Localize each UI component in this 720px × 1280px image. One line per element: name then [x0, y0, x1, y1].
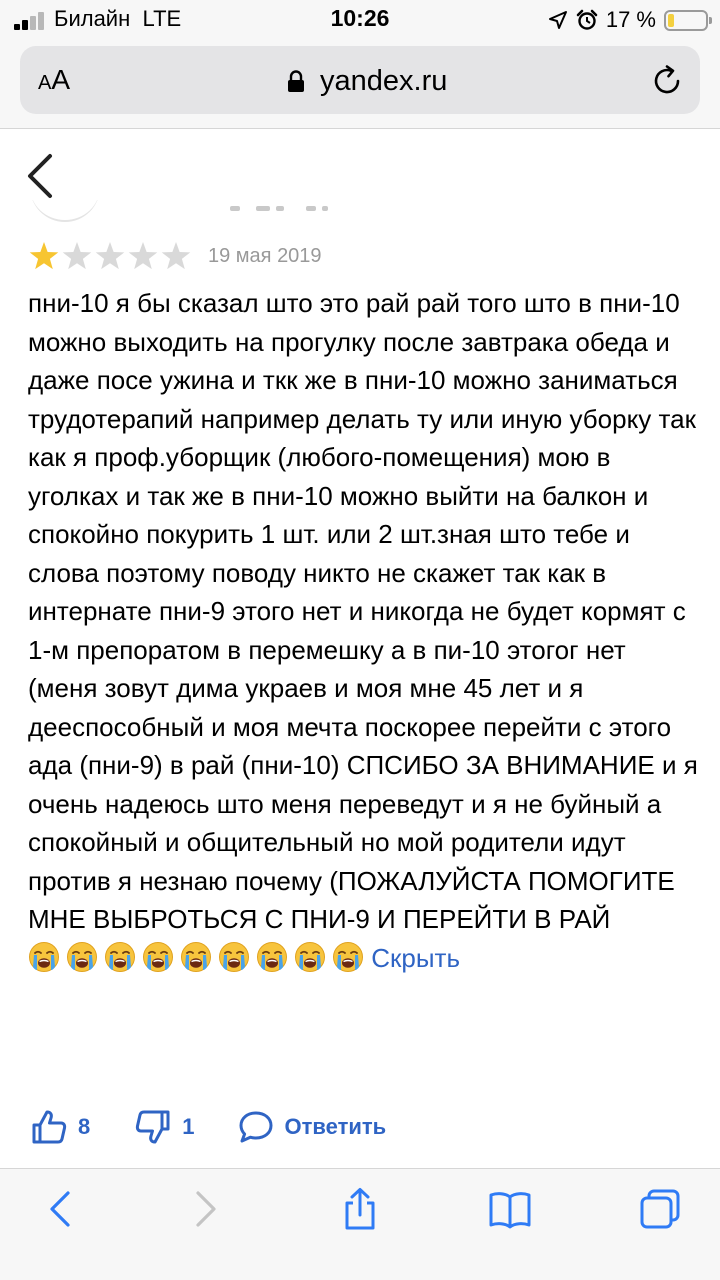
battery-level: [668, 14, 674, 27]
crying-emojis: [28, 941, 364, 973]
network-type: LTE: [142, 6, 182, 31]
text-size-small-letter: A: [38, 72, 52, 94]
address-bar[interactable]: [20, 46, 700, 114]
reply-button[interactable]: [237, 1108, 387, 1146]
review-actions: [30, 1104, 386, 1150]
thumbs-up-icon: [30, 1108, 68, 1146]
reply-label: Ответить: [284, 1114, 387, 1139]
star-rating: [28, 240, 192, 272]
loudly-crying-face-icon: [180, 941, 212, 973]
back-arrow-icon[interactable]: [38, 1187, 82, 1231]
share-icon[interactable]: [338, 1187, 382, 1231]
tabs-icon[interactable]: [638, 1187, 682, 1231]
carrier-name: Билайн: [54, 6, 131, 31]
browser-toolbar: [0, 1168, 720, 1280]
loudly-crying-face-icon: [104, 941, 136, 973]
like-count: 8: [78, 1114, 91, 1139]
review-author-header: [0, 200, 720, 222]
review-date: 19 мая 2019: [208, 244, 322, 267]
hide-review-link[interactable]: Скрыть: [371, 942, 460, 973]
loudly-crying-face-icon: [218, 941, 250, 973]
star-empty-icon: [61, 240, 93, 272]
star-filled-icon: [28, 240, 60, 272]
bookmarks-icon[interactable]: [488, 1187, 532, 1231]
star-empty-icon: [94, 240, 126, 272]
loudly-crying-face-icon: [66, 941, 98, 973]
avatar: [30, 200, 100, 222]
loudly-crying-face-icon: [28, 941, 60, 973]
url-domain: yandex.ru: [320, 65, 448, 97]
dislike-button[interactable]: [134, 1108, 194, 1146]
reload-icon[interactable]: [650, 64, 684, 98]
review-rating-row: [28, 238, 322, 274]
clock: 10:26: [330, 5, 390, 31]
battery-icon: [664, 10, 708, 31]
status-icons: [548, 5, 708, 35]
text-size-large-letter: A: [51, 64, 71, 95]
star-empty-icon: [127, 240, 159, 272]
back-button[interactable]: [22, 150, 62, 202]
alarm-icon: [576, 9, 598, 31]
author-name-clipped: [230, 206, 330, 211]
review-body: пни-10 я бы сказал што это рай рай того што в пни-10 можно выходить на прогулку после завтрака обеда и даже посе ужина и ткк же в пни-10 можно заниматься трудотерапий например делать ту или иную уборку так как я проф.уборщик (любого-помещения) мою в уголках и так же в пни-10 можно выйти на балкон и спокойно покурить 1 шт. или 2 шт.зная што тебе и слова поэтому поводу никто не скажет так как в интернате пни-9 этого нет и никогда не будет кормят с 1-м препоратом в перемешку а в пи-10 этогог нет (меня зовут дима украев и моя мне 45 лет и я дееспособный и моя мечта поскорее перейти с этого ада (пни-9) в рай (пни-10) СПСИБО ЗА ВНИМАНИЕ и я очень надеюсь што меня переведут и я не буйный а спокойный и общительный но мой родители идут против я незнаю почему (ПОЖАЛУЙСТА ПОМОГИТЕ МНЕ ВЫБРОТЬСЯ С ПНИ-9 И ПЕРЕЙТИ В РАЙ: [28, 288, 706, 934]
text-size-button[interactable]: [38, 62, 70, 101]
star-empty-icon: [160, 240, 192, 272]
battery-percentage: 17 %: [605, 7, 656, 32]
chevron-left-icon: [30, 156, 50, 196]
lock-icon: [286, 70, 306, 92]
review-text: [28, 284, 706, 977]
browser-header: [0, 40, 720, 129]
speech-bubble-icon: [237, 1108, 275, 1146]
forward-arrow-icon[interactable]: [184, 1187, 228, 1231]
thumbs-down-icon: [134, 1108, 172, 1146]
loudly-crying-face-icon: [332, 941, 364, 973]
loudly-crying-face-icon: [256, 941, 288, 973]
status-bar: [0, 0, 720, 40]
loudly-crying-face-icon: [142, 941, 174, 973]
location-icon: [548, 10, 568, 30]
like-button[interactable]: [30, 1108, 90, 1146]
dislike-count: 1: [182, 1114, 195, 1139]
loudly-crying-face-icon: [294, 941, 326, 973]
